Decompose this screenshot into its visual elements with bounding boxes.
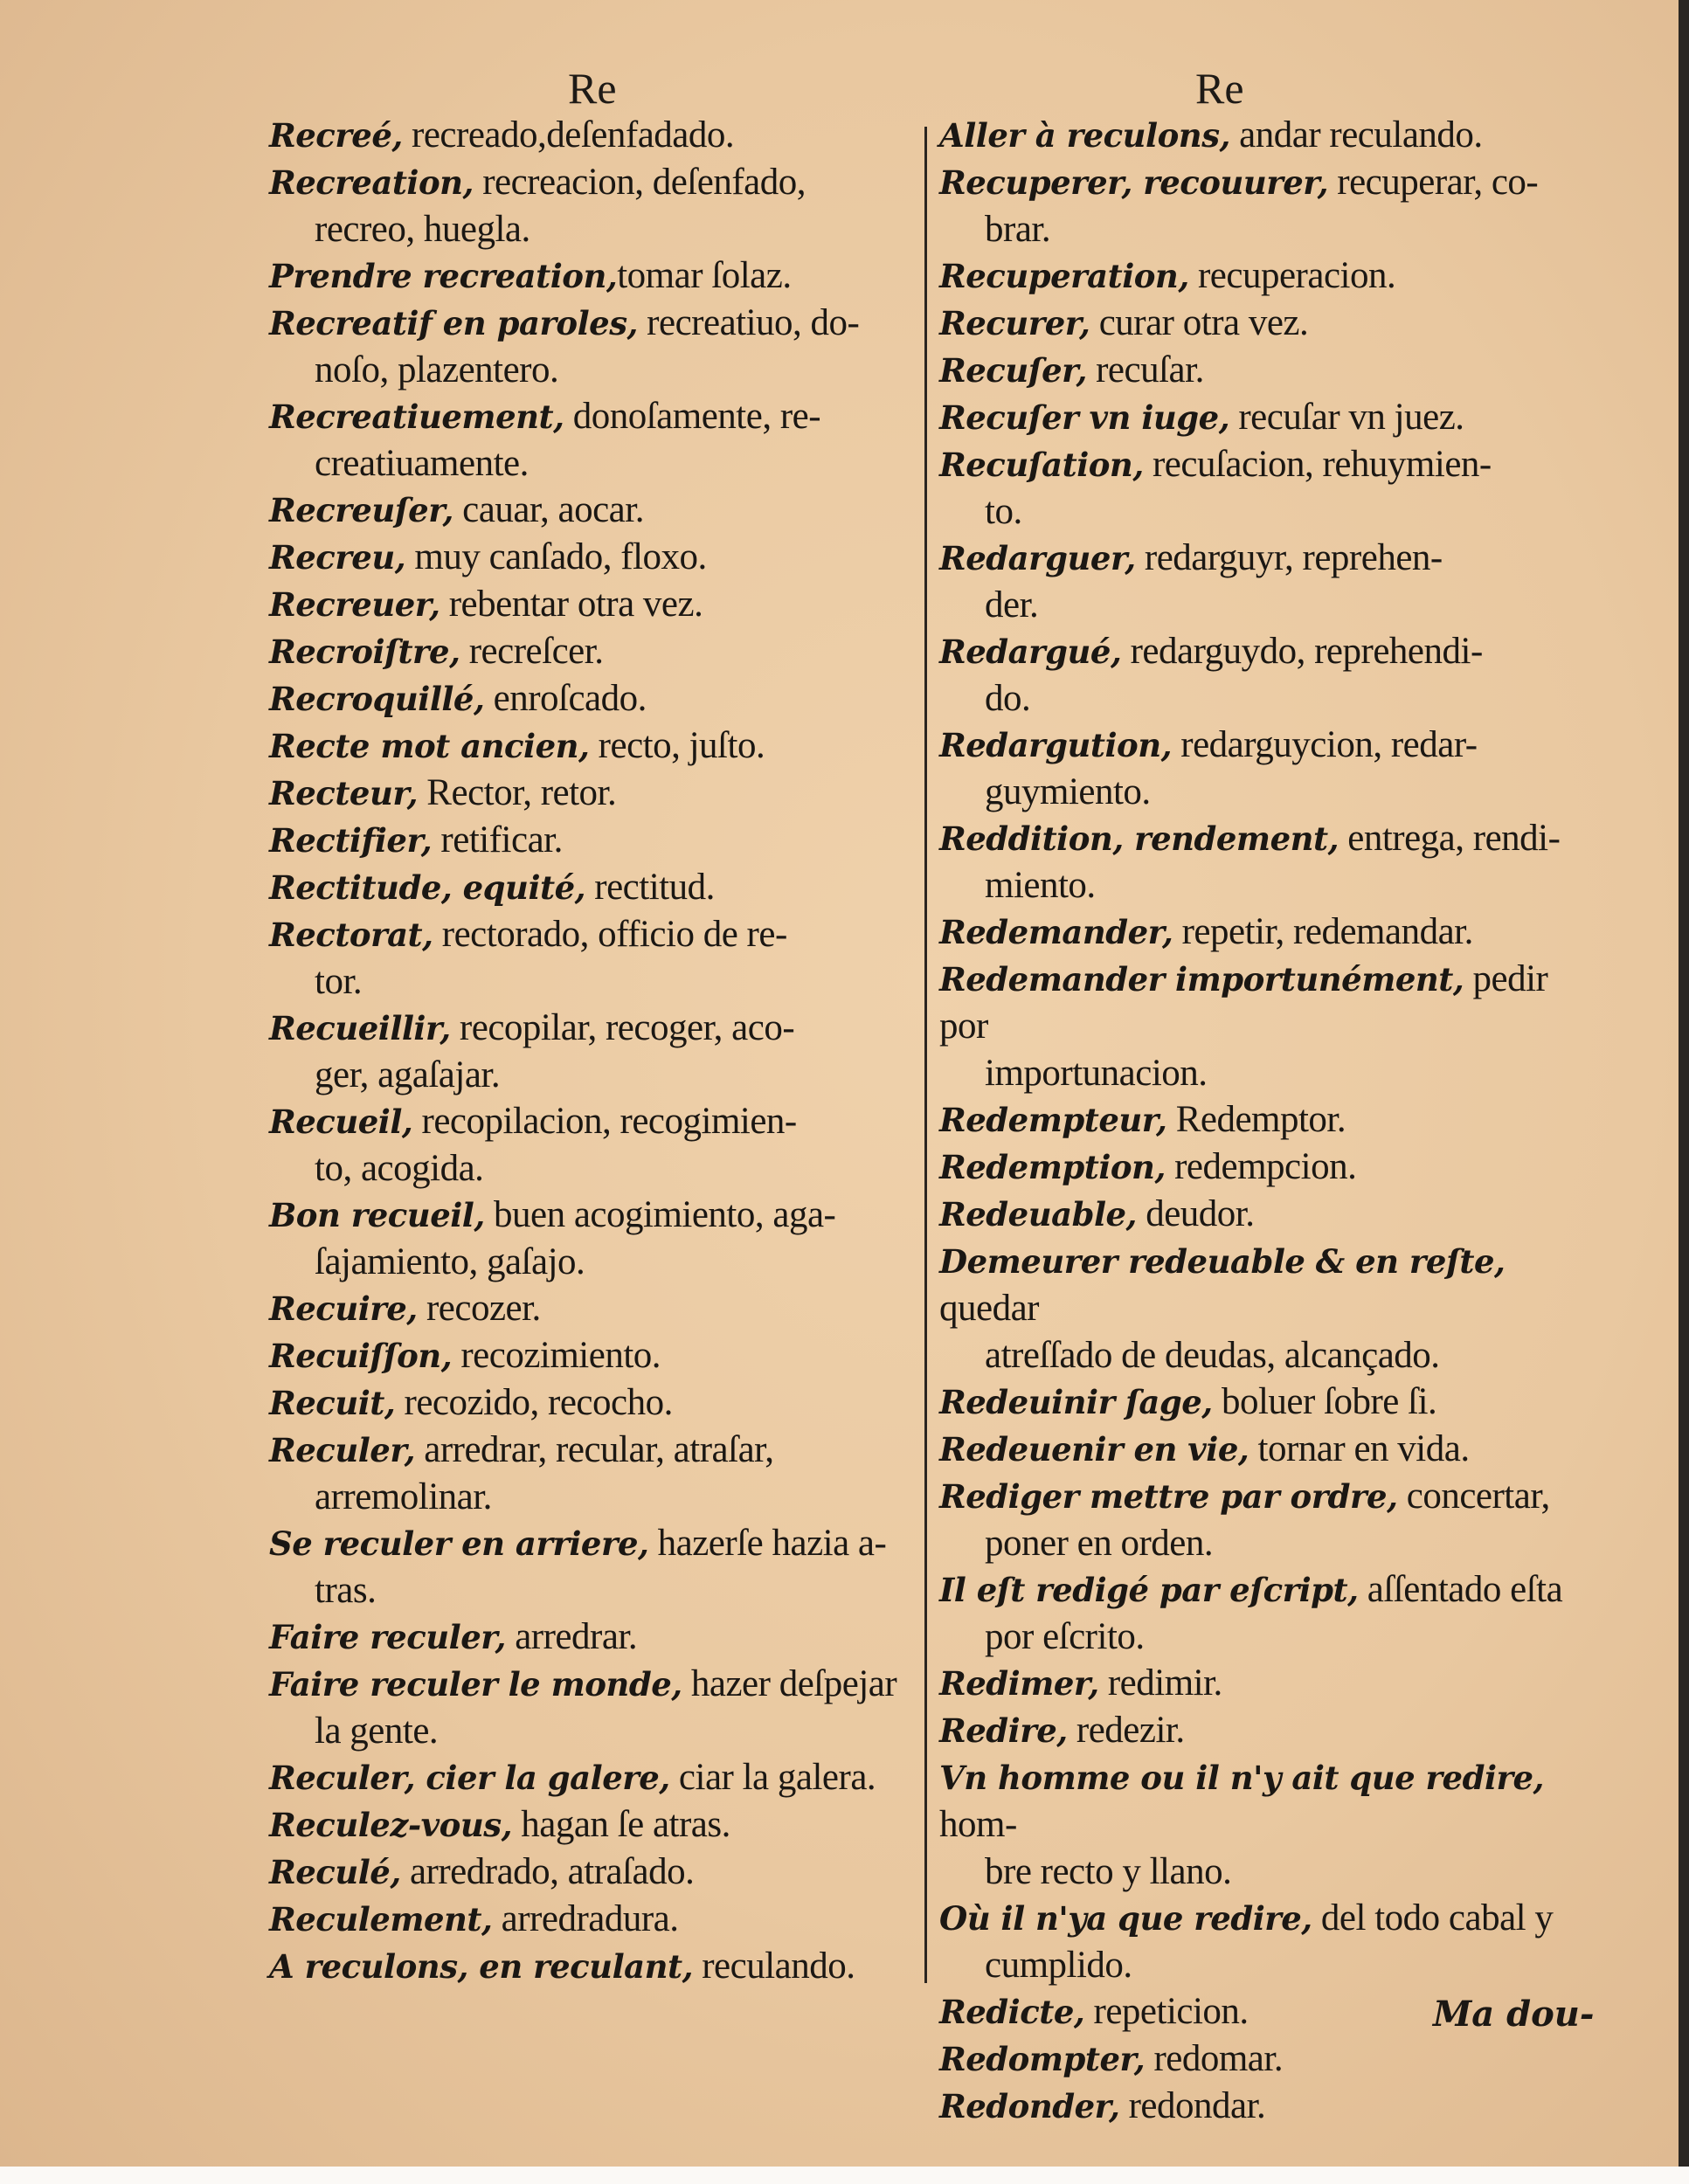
dictionary-entry — [939, 722, 1599, 815]
spanish-definition: boluer ſobre ſi. — [1212, 1381, 1437, 1422]
french-headword: Redemption, — [939, 1148, 1166, 1186]
spanish-definition: del todo cabal y — [1312, 1897, 1554, 1939]
french-headword: Recreuſer, — [269, 491, 453, 529]
dictionary-entry — [269, 1098, 920, 1192]
french-headword: Recuſer, — [939, 351, 1087, 390]
dictionary-entry — [939, 1566, 1599, 1660]
spanish-definition: recuſar. — [1086, 349, 1204, 390]
dictionary-entry — [939, 909, 1599, 956]
french-headword: Recroiſtre, — [269, 632, 460, 671]
dictionary-entry — [939, 1426, 1599, 1473]
definition-continuation: bre recto y llano. — [985, 1851, 1232, 1892]
dictionary-entry — [269, 393, 920, 487]
spanish-definition: ciar la galera. — [669, 1757, 876, 1798]
dictionary-entry — [939, 1895, 1599, 1988]
french-headword: Redemander, — [939, 913, 1173, 951]
spanish-definition: recreatiuo, do- — [637, 302, 860, 343]
definition-continuation: poner en orden. — [985, 1523, 1214, 1564]
dictionary-entry — [939, 1660, 1599, 1707]
dictionary-entry — [269, 581, 920, 628]
spanish-definition: retificar. — [432, 819, 563, 860]
french-headword: Rectitude, equité, — [269, 868, 586, 907]
french-headword: Recreu, — [269, 538, 406, 577]
spanish-definition: recopilacion, recogimien- — [412, 1101, 797, 1142]
dictionary-entry — [939, 1473, 1599, 1566]
dictionary-entry — [269, 817, 920, 864]
spanish-definition: rectorado, officio de re- — [433, 914, 787, 955]
spanish-definition: rectitud. — [585, 867, 715, 908]
spanish-definition: hazer deſpejar — [682, 1663, 897, 1704]
dictionary-entry — [269, 1943, 920, 1990]
french-headword: Redempteur, — [939, 1101, 1167, 1139]
french-headword: Reculer, cier la galere, — [269, 1759, 670, 1797]
definition-continuation: la gente. — [315, 1711, 439, 1752]
dictionary-entry — [269, 159, 920, 252]
dictionary-entry — [939, 1754, 1599, 1895]
dictionary-entry — [939, 815, 1599, 909]
spanish-definition: rebentar otra vez. — [440, 584, 703, 625]
dictionary-entry — [269, 300, 920, 393]
french-headword: Recreuer, — [269, 585, 440, 624]
french-headword: Redire, — [939, 1711, 1068, 1750]
spanish-definition: recuſacion, rehuymien- — [1143, 444, 1492, 485]
spanish-definition: tornar en vida. — [1249, 1428, 1470, 1469]
french-headword: Bon recueil, — [269, 1196, 485, 1234]
definition-continuation: importunacion. — [985, 1053, 1208, 1094]
definition-continuation: noſo, plazentero. — [315, 349, 559, 390]
french-headword: Rectifier, — [269, 821, 433, 860]
definition-continuation: brar. — [985, 209, 1051, 250]
page-edge-shadow — [1679, 0, 1689, 2184]
french-headword: Recuſer vn iuge, — [939, 398, 1230, 437]
spanish-definition: arredrado, atraſado. — [400, 1851, 695, 1892]
dictionary-entry — [269, 722, 920, 770]
spanish-definition: muy canſado, floxo. — [405, 536, 707, 577]
french-headword: Recueillir, — [269, 1009, 451, 1047]
french-headword: Reculement, — [269, 1900, 493, 1939]
french-headword: Demeurer redeuable & en reſte, — [939, 1242, 1506, 1281]
spanish-definition: donoſamente, re- — [564, 396, 821, 437]
spanish-definition: curar otra vez. — [1090, 302, 1309, 343]
dictionary-entry — [269, 1427, 920, 1520]
french-headword: Reculez-vous, — [269, 1806, 512, 1844]
dictionary-entry — [939, 1144, 1599, 1191]
spanish-definition: aſſentado eſta — [1358, 1569, 1563, 1610]
spanish-definition: reculando. — [692, 1946, 855, 1987]
french-headword: Recueil, — [269, 1102, 413, 1141]
spanish-definition: recozimiento. — [452, 1335, 661, 1376]
french-headword: Recurer, — [939, 304, 1090, 342]
french-headword: Redemander importunément, — [939, 960, 1464, 999]
dictionary-entry — [269, 1192, 920, 1285]
definition-continuation: ſajamiento, gaſajo. — [315, 1241, 585, 1282]
definition-continuation: arremolinar. — [315, 1476, 492, 1517]
french-headword: Recteur, — [269, 774, 419, 812]
french-headword: Reculé, — [269, 1853, 401, 1891]
definition-continuation: tras. — [315, 1570, 377, 1611]
dictionary-entry — [269, 1896, 920, 1943]
running-head-left: Re — [568, 64, 617, 113]
dictionary-entry — [269, 1332, 920, 1379]
spanish-definition: recopilar, recoger, aco- — [450, 1007, 795, 1048]
definition-continuation: ger, agaſajar. — [315, 1054, 501, 1095]
dictionary-entry — [269, 1379, 920, 1427]
dictionary-entry — [939, 394, 1599, 441]
french-headword: Où il n'ya que redire, — [939, 1899, 1312, 1938]
spanish-definition: redarguycion, redar- — [1172, 724, 1478, 765]
column-divider — [924, 127, 927, 1983]
spanish-definition: andar reculando. — [1229, 114, 1483, 156]
spanish-definition: deudor. — [1136, 1193, 1255, 1234]
french-headword: Reddition, rendement, — [939, 819, 1339, 858]
dictionary-entry — [269, 675, 920, 722]
spanish-definition: entrega, rendi- — [1339, 818, 1561, 859]
spanish-definition: recto, juſto. — [589, 725, 765, 766]
spanish-definition: redomar. — [1145, 2038, 1284, 2079]
dictionary-entry — [269, 770, 920, 817]
definition-continuation: recreo, huegla. — [315, 209, 530, 250]
dictionary-entry — [269, 534, 920, 581]
french-headword: Rectorat, — [269, 916, 433, 954]
french-headword: Recuſation, — [939, 446, 1144, 484]
spanish-definition: recreſcer. — [460, 631, 604, 672]
dictionary-entry — [939, 300, 1599, 347]
dictionary-entry — [269, 1661, 920, 1754]
spanish-definition: recuperacion. — [1188, 255, 1396, 296]
french-headword: Redeuinir ſage, — [939, 1383, 1213, 1421]
french-headword: Aller à reculons, — [939, 116, 1230, 155]
spanish-definition: arredradura. — [492, 1898, 679, 1939]
definition-continuation: do. — [985, 678, 1031, 719]
dictionary-entry — [939, 535, 1599, 628]
dictionary-entry — [269, 911, 920, 1005]
spanish-definition: concertar, — [1397, 1476, 1550, 1517]
french-headword: A reculons, en reculant, — [269, 1947, 693, 1986]
french-headword: Prendre recreation, — [269, 257, 618, 295]
french-headword: Recuit, — [269, 1384, 396, 1422]
spanish-definition: redarguydo, reprehendi- — [1121, 631, 1483, 672]
right-column — [939, 112, 1599, 2130]
spanish-definition: recuperar, co- — [1328, 162, 1539, 203]
definition-continuation: miento. — [985, 865, 1096, 906]
french-headword: Redargution, — [939, 726, 1173, 764]
dictionary-entry — [939, 159, 1599, 252]
french-headword: Redompter, — [939, 2040, 1146, 2078]
french-headword: Faire reculer, — [269, 1618, 506, 1656]
dictionary-entry — [269, 112, 920, 159]
spanish-definition: recreacion, deſenfado, — [473, 162, 806, 203]
dictionary-entry — [939, 441, 1599, 535]
dictionary-entry — [269, 487, 920, 534]
dictionary-entry — [939, 347, 1599, 394]
dictionary-entry — [939, 1238, 1599, 1379]
definition-continuation: to, acogida. — [315, 1148, 484, 1189]
french-headword: Recuperer, recouurer, — [939, 163, 1328, 202]
dictionary-entry — [939, 112, 1599, 159]
definition-continuation: guymiento. — [985, 771, 1151, 812]
spanish-definition: hagan ſe atras. — [511, 1804, 730, 1845]
dictionary-entry — [269, 1801, 920, 1849]
french-headword: Recreation, — [269, 163, 474, 202]
french-headword: Redeuenir en vie, — [939, 1430, 1249, 1469]
dictionary-entry — [269, 1849, 920, 1896]
spanish-definition: arredrar, recular, atraſar, — [415, 1429, 774, 1470]
spanish-definition: enroſcado. — [484, 678, 647, 719]
french-headword: Redonder, — [939, 2087, 1120, 2125]
dictionary-entry — [939, 252, 1599, 300]
dictionary-entry — [269, 1754, 920, 1801]
spanish-definition: cauar, aocar. — [453, 489, 644, 530]
catchword: Ma dou- — [1433, 1994, 1595, 2035]
dictionary-entry — [269, 1005, 920, 1098]
dictionary-entry — [269, 1614, 920, 1661]
spanish-definition: redezir. — [1067, 1710, 1185, 1751]
dictionary-entry — [269, 628, 920, 675]
french-headword: Recuire, — [269, 1289, 418, 1328]
spanish-definition: redondar. — [1119, 2085, 1266, 2126]
definition-continuation: atreſſado de deudas, alcançado. — [985, 1335, 1440, 1376]
french-headword: Recuperation, — [939, 257, 1189, 295]
dictionary-entry — [939, 1379, 1599, 1426]
spanish-definition: recuſar vn juez. — [1229, 397, 1464, 438]
french-headword: Se reculer en arriere, — [269, 1524, 649, 1563]
definition-continuation: por eſcrito. — [985, 1616, 1145, 1657]
dictionary-entry — [939, 2035, 1599, 2083]
spanish-definition: recozer. — [417, 1288, 541, 1329]
french-headword: Recuiſſon, — [269, 1337, 453, 1375]
french-headword: Redeuable, — [939, 1195, 1137, 1234]
dictionary-entry — [269, 1285, 920, 1332]
french-headword: Recte mot ancien, — [269, 727, 590, 765]
french-headword: Redimer, — [939, 1664, 1099, 1703]
spanish-definition: Rector, retor. — [418, 772, 617, 813]
spanish-definition: redarguyr, reprehen- — [1135, 537, 1443, 578]
dictionary-entry — [269, 1520, 920, 1614]
spanish-definition: Redemptor. — [1166, 1099, 1346, 1140]
left-column — [269, 112, 920, 1990]
french-headword: Rediger mettre par ordre, — [939, 1477, 1398, 1516]
dictionary-entry — [939, 2083, 1599, 2130]
dictionary-entry — [269, 864, 920, 911]
spanish-definition: buen acogimiento, aga- — [484, 1194, 836, 1235]
spanish-definition: repeticion. — [1084, 1991, 1249, 2032]
dictionary-entry — [269, 252, 920, 300]
definition-continuation: tor. — [315, 961, 363, 1002]
french-headword: Reculer, — [269, 1431, 415, 1469]
spanish-definition: quedar — [939, 1288, 1039, 1329]
dictionary-entry — [939, 956, 1599, 1096]
spanish-definition: recreado,deſenfadado. — [402, 114, 735, 156]
spanish-definition: redempcion. — [1165, 1146, 1357, 1187]
spanish-definition: repetir, redemandar. — [1173, 911, 1473, 952]
french-headword: Recroquillé, — [269, 680, 485, 718]
spanish-definition: hazerſe hazia a- — [648, 1523, 887, 1564]
french-headword: Redargué, — [939, 632, 1122, 671]
spanish-definition: arredrar. — [505, 1616, 638, 1657]
french-headword: Redicte, — [939, 1993, 1085, 2031]
spanish-definition: redimir. — [1098, 1662, 1222, 1704]
french-headword: Recreatiuement, — [269, 397, 564, 436]
definition-continuation: cumplido. — [985, 1945, 1132, 1986]
dictionary-entry — [939, 1096, 1599, 1144]
spanish-definition: hom- — [939, 1804, 1017, 1845]
french-headword: Il eſt redigé par eſcript, — [939, 1571, 1359, 1609]
french-headword: Redarguer, — [939, 539, 1136, 577]
scan-bottom-margin — [0, 2167, 1689, 2184]
spanish-definition: tomar ſolaz. — [617, 255, 792, 296]
french-headword: Recreatif en paroles, — [269, 304, 638, 342]
french-headword: Recreé, — [269, 116, 403, 155]
definition-continuation: to. — [985, 491, 1022, 532]
definition-continuation: creatiuamente. — [315, 443, 529, 484]
dictionary-entry — [939, 1707, 1599, 1754]
spanish-definition: recozido, recocho. — [395, 1382, 673, 1423]
dictionary-entry — [939, 628, 1599, 722]
french-headword: Vn homme ou il n'y ait que redire, — [939, 1759, 1544, 1797]
french-headword: Faire reculer le monde, — [269, 1665, 682, 1704]
dictionary-entry — [939, 1191, 1599, 1238]
running-head-right: Re — [1195, 64, 1244, 113]
spanish-definition: pedir por — [939, 958, 1548, 1047]
definition-continuation: der. — [985, 584, 1039, 625]
